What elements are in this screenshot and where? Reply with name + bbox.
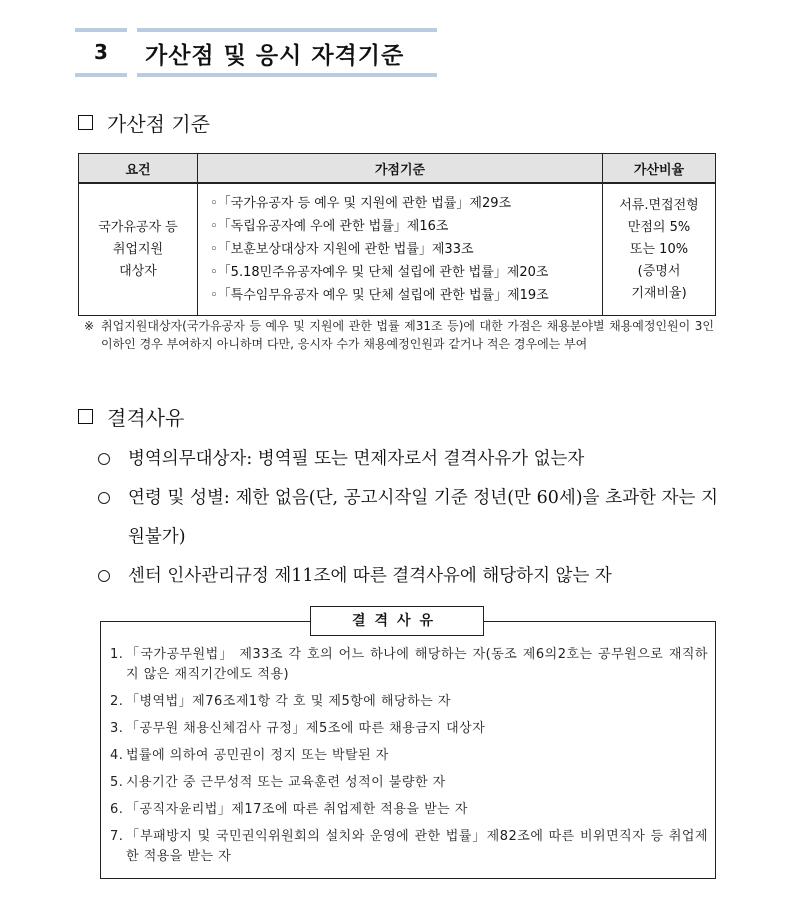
list-item: 병역의무대상자: 병역필 또는 면제자로서 결격사유가 없는자 — [98, 440, 718, 479]
criteria-item: ◦「5.18민주유공자예우 및 단체 설립에 관한 법률」제20조 — [210, 265, 549, 280]
disq-heading — [78, 402, 184, 431]
section-title: 가산점 및 응시 자격기준 — [145, 42, 405, 69]
list-item: 1. 「국가공무원법」 제33조 각 호의 어느 하나에 해당하는 자(동조 제6의2호는 공무원으로 재직하지 않은 재직기간에도 적용) — [110, 647, 708, 682]
header-requirement: 요건 — [79, 154, 198, 184]
note-text: 취업지원대상자(국가유공자 등 예우 및 지원에 관한 법률 제31조 등)에 대한 가점은 채용분야별 채용예정인원이 3인 이하인 경우 부여하지 아니하며 다만, 응시자 수가 채용예정인원과 같거나 적은 경우에는 부여 — [101, 319, 714, 351]
section-number: 3 — [94, 40, 108, 64]
bonus-table — [78, 153, 716, 316]
table-row — [79, 183, 716, 316]
criteria-item: ◦「보훈보상대상자 지원에 관한 법률」제33조 — [210, 242, 474, 257]
bonus-heading — [78, 108, 210, 137]
disq-heading-text: 결격사유 — [107, 406, 185, 430]
list-item: 4. 법률에 의하여 공민권이 정지 또는 박탈된 자 — [110, 748, 389, 763]
bonus-heading-text: 가산점 기준 — [107, 112, 210, 136]
list-item: 6. 「공직자윤리법」제17조에 따른 취업제한 적용을 받는 자 — [110, 802, 468, 817]
table-header-row — [79, 154, 716, 184]
header-criteria: 가점기준 — [198, 154, 603, 184]
list-item: 센터 인사관리규정 제11조에 따른 결격사유에 해당하지 않는 자 — [98, 557, 718, 596]
list-item: 연령 및 성별: 제한 없음(단, 공고시작일 기준 정년(만 60세)을 초과한 자는 지원불가) — [98, 479, 718, 557]
square-bullet-icon — [78, 409, 93, 424]
section-header — [75, 28, 437, 78]
criteria-item: ◦「독립유공자예 우에 관한 법률」제16조 — [210, 219, 449, 234]
circle-bullet-icon — [98, 570, 110, 582]
note-mark: ※ — [84, 319, 95, 333]
ratio-cell: 서류.면접전형 만점의 5% 또는 10% (증명서 기재비율) — [603, 183, 716, 316]
circle-bullet-icon — [98, 453, 110, 465]
criteria-cell — [198, 183, 603, 316]
square-bullet-icon — [78, 115, 93, 130]
list-item: 5. 시용기간 중 근무성적 또는 교육훈련 성적이 불량한 자 — [110, 775, 446, 790]
criteria-item: ◦「특수임무유공자 예우 및 단체 설립에 관한 법률」제19조 — [210, 288, 549, 303]
header-ratio: 가산비율 — [603, 154, 716, 184]
bonus-note — [84, 317, 714, 353]
criteria-item: ◦「국가유공자 등 예우 및 지원에 관한 법률」제29조 — [210, 196, 512, 211]
list-item: 7. 「부패방지 및 국민권익위원회의 설치와 운영에 관한 법률」제82조에 따른 비위면직자 등 취업제한 적용을 받는 자 — [110, 829, 708, 864]
disq-box-title: 결격사유 — [310, 606, 484, 636]
circle-bullet-icon — [98, 492, 110, 504]
list-item: 3. 「공무원 채용신체검사 규정」제5조에 따른 채용금지 대상자 — [110, 721, 486, 736]
list-item: 2. 「병역법」제76조제1항 각 호 및 제5항에 해당하는 자 — [110, 694, 451, 709]
target-cell: 국가유공자 등 취업지원 대상자 — [79, 183, 198, 316]
disq-list — [110, 645, 708, 874]
disq-bullets — [98, 440, 718, 596]
